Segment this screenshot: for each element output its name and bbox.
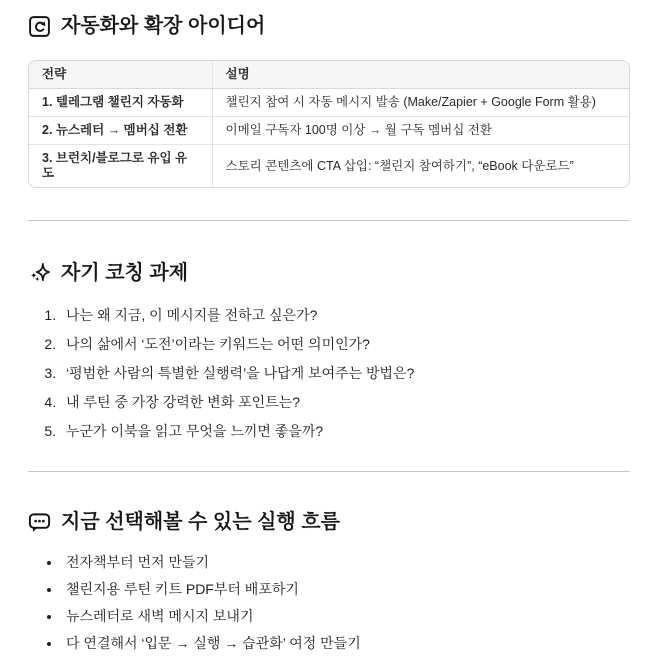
sparkles-icon bbox=[28, 262, 51, 285]
list-item: 3. ‘평범한 사람의 특별한 실행력’을 나답게 보여주는 방법은? bbox=[60, 363, 630, 383]
description-cell: 스토리 콘텐츠에 CTA 삽입: “챌린지 참여하기”, “eBook 다운로드” bbox=[225, 158, 574, 173]
action-flow-list bbox=[28, 552, 630, 653]
table-header-strategy: 전략 bbox=[29, 61, 212, 89]
list-item: 2. 나의 삶에서 ‘도전’이라는 키워드는 어떤 의미인가? bbox=[60, 334, 630, 354]
coaching-questions-list bbox=[28, 305, 630, 441]
list-item: 1. 나는 왜 지금, 이 메시지를 전하고 싶은가? bbox=[60, 305, 630, 325]
section-title: 지금 선택해볼 수 있는 실행 흐름 bbox=[61, 511, 340, 533]
section-automation bbox=[28, 12, 630, 188]
table-row bbox=[29, 145, 629, 188]
list-item: • 전자책부터 먼저 만들기 bbox=[62, 552, 630, 572]
section-automation-heading bbox=[28, 12, 630, 40]
list-item: • 챌린지용 루틴 키트 PDF부터 배포하기 bbox=[62, 579, 630, 599]
list-item: • 다 연결해서 ‘입문 → 실행 → 습관화’ 여정 만들기 bbox=[62, 633, 630, 653]
strategy-cell: 1. 텔레그램 챌린지 자동화 bbox=[29, 89, 212, 117]
table-header-description: 설명 bbox=[212, 61, 629, 89]
section-self-coaching-heading bbox=[28, 259, 630, 287]
list-item: 4. 내 루틴 중 가장 강력한 변화 포인트는? bbox=[60, 392, 630, 412]
table-row bbox=[29, 117, 629, 145]
section-action-flow bbox=[28, 508, 630, 653]
divider bbox=[28, 220, 630, 221]
strategy-cell: 2. 뉴스레터 → 멤버십 전환 bbox=[29, 117, 212, 145]
table-row bbox=[29, 89, 629, 117]
list-item: 5. 누군가 이북을 읽고 무엇을 느끼면 좋을까? bbox=[60, 421, 630, 441]
divider bbox=[28, 471, 630, 472]
table-header-row bbox=[29, 61, 629, 89]
section-action-flow-heading bbox=[28, 508, 630, 536]
section-title: 자기 코칭 과제 bbox=[61, 262, 189, 284]
speech-bubble-icon bbox=[28, 511, 51, 534]
description-cell: 챌린지 참여 시 자동 메시지 발송 (Make/Zapier + Google Form 활용) bbox=[212, 89, 629, 117]
description-cell: 이메일 구독자 100명 이상 → 월 구독 멤버십 전환 bbox=[212, 117, 629, 145]
section-title: 자동화와 확장 아이디어 bbox=[61, 15, 266, 37]
strategy-table bbox=[28, 60, 630, 188]
repeat-icon bbox=[28, 15, 51, 38]
list-item: • 뉴스레터로 새벽 메시지 보내기 bbox=[62, 606, 630, 626]
section-self-coaching bbox=[28, 259, 630, 441]
strategy-cell: 3. 브런치/블로그로 유입 유도 bbox=[29, 145, 212, 188]
